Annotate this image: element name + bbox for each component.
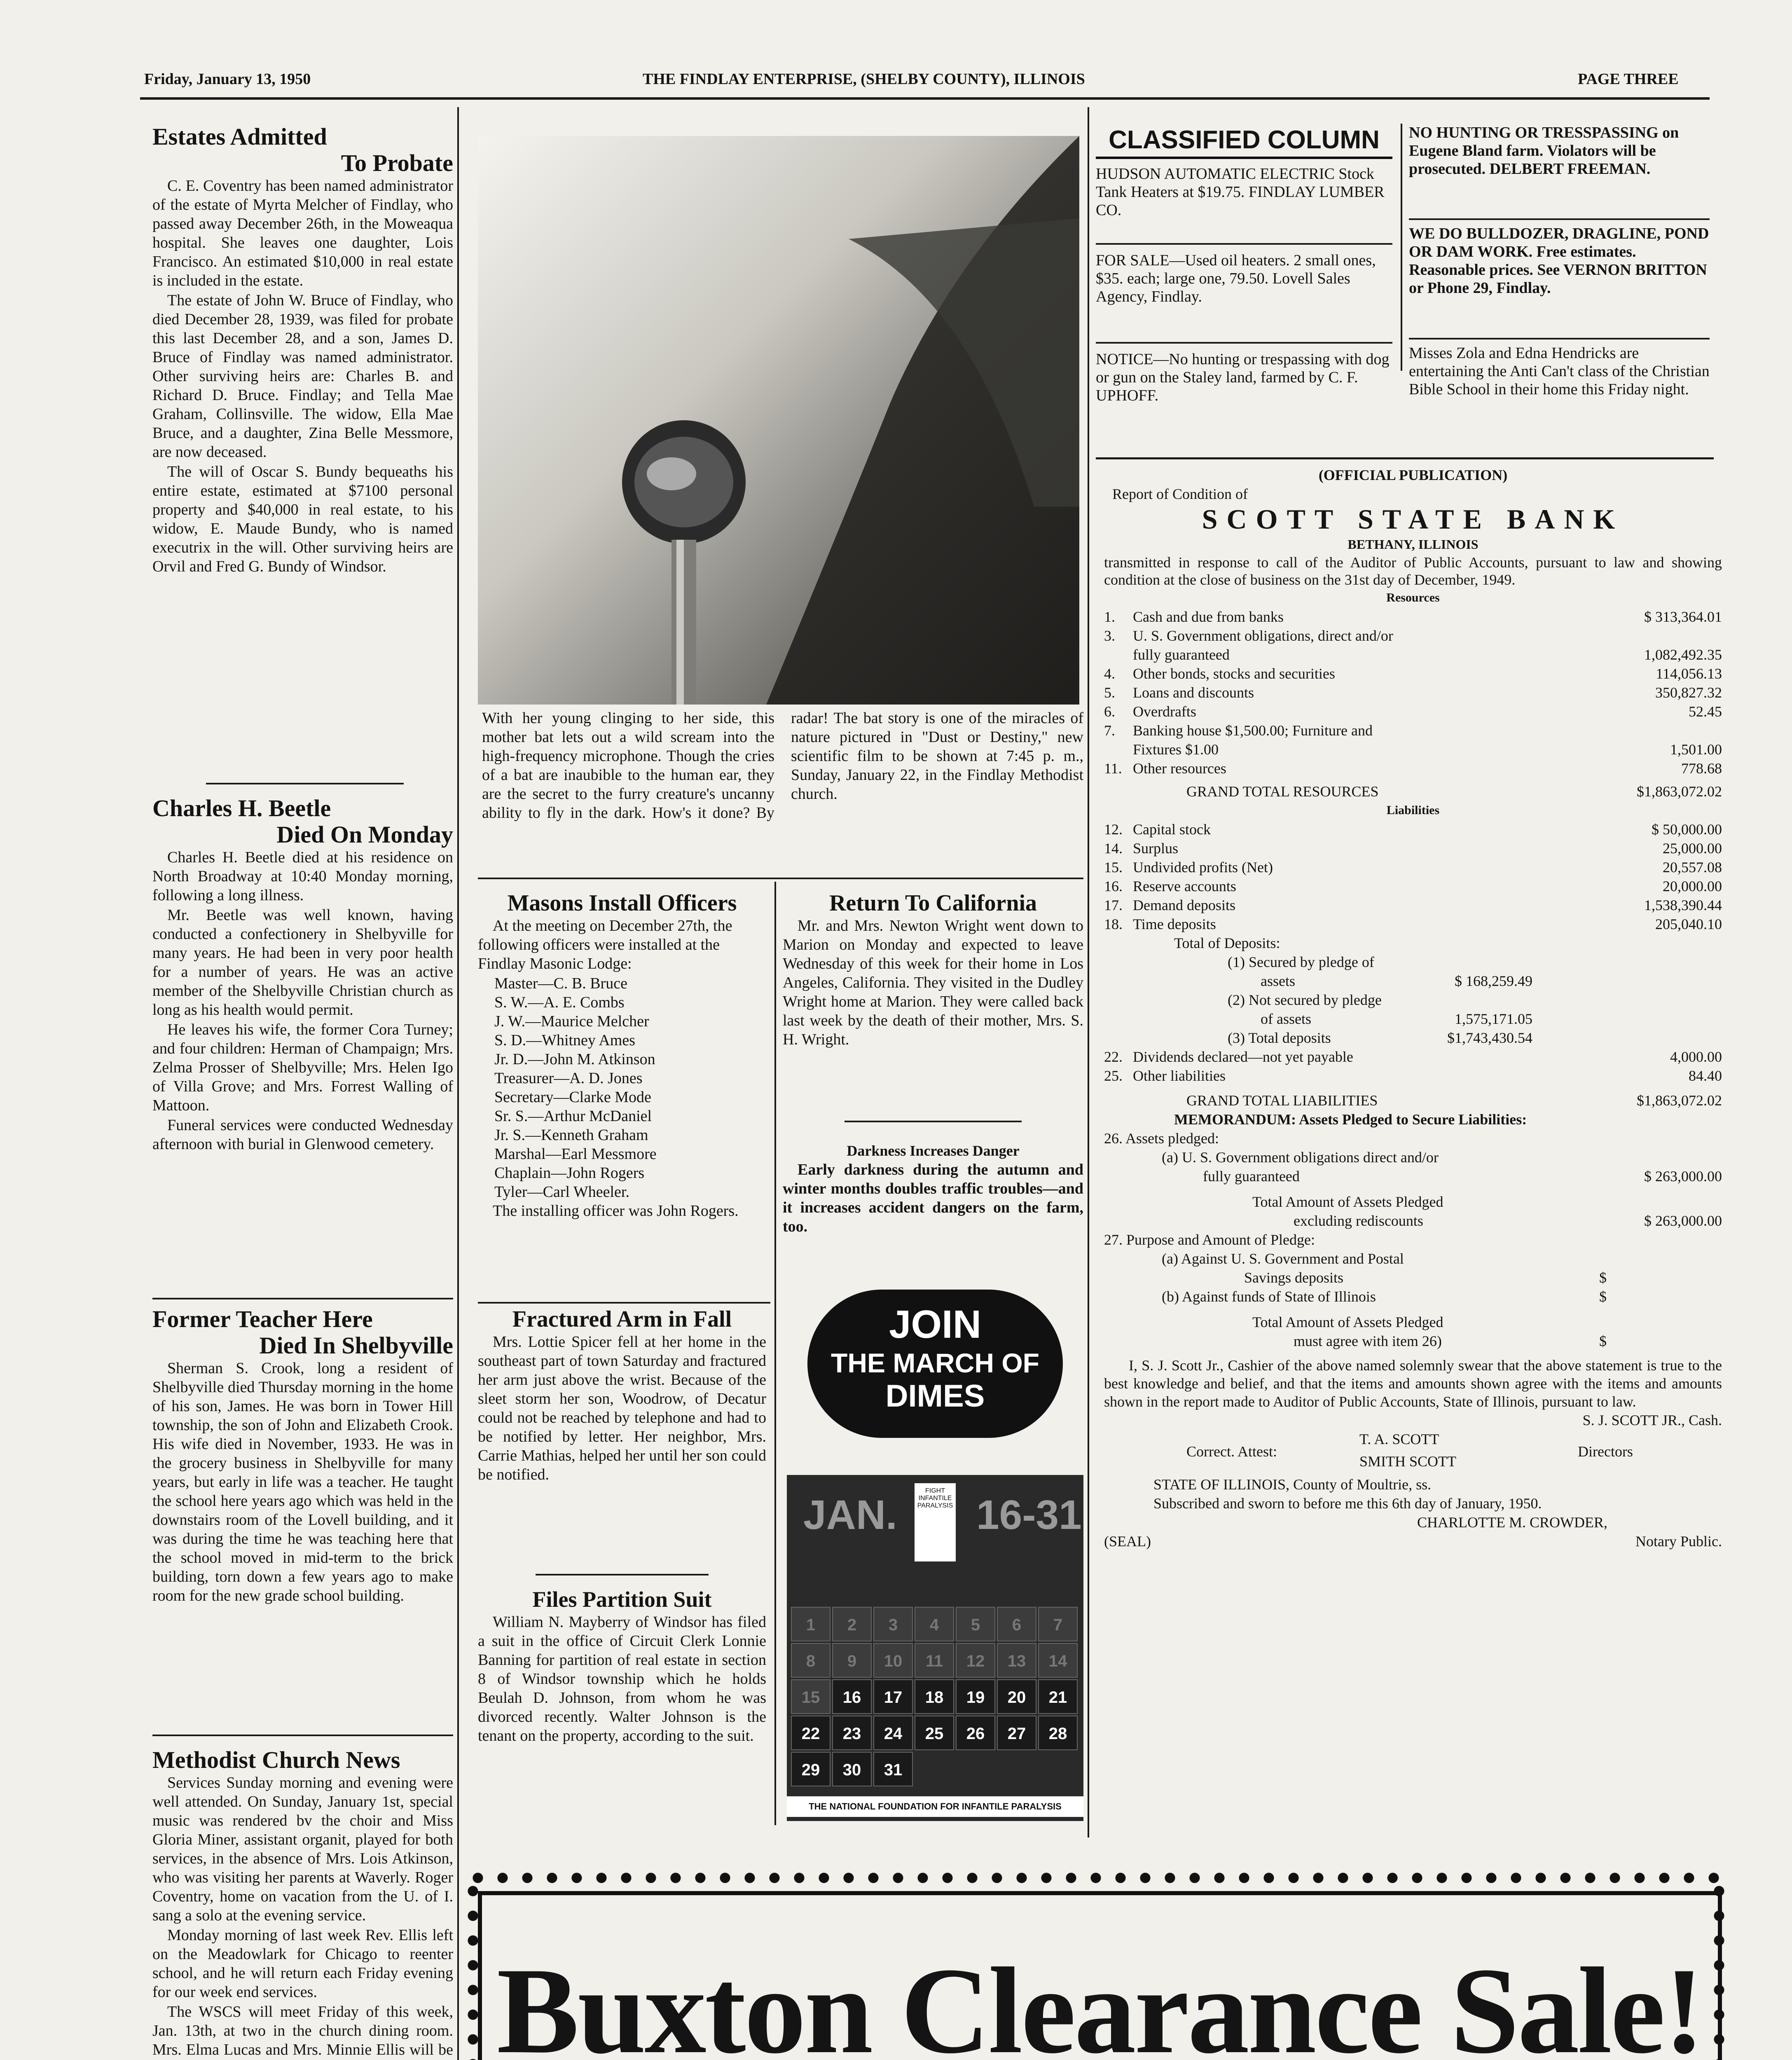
masthead-title: THE FINDLAY ENTERPRISE, (SHELBY COUNTY), ILLINOIS — [643, 70, 1085, 88]
fractured-article — [478, 1306, 766, 1485]
calendar-day: 28 — [1038, 1716, 1078, 1750]
classified-column — [1096, 124, 1392, 404]
liability-row — [1104, 1066, 1722, 1085]
beetle-title: Charles H. Beetle — [152, 795, 331, 822]
row-number: 3. — [1104, 627, 1115, 644]
liability-row — [1104, 1047, 1722, 1066]
row-number: 17. — [1104, 897, 1123, 913]
buxton-advertisement — [478, 1891, 1722, 2060]
column-rule — [1401, 124, 1402, 371]
resource-row — [1104, 683, 1722, 702]
row-label: Banking house $1,500.00; Furniture and — [1133, 722, 1373, 739]
estates-paragraph: C. E. Coventry has been named administrator of the estate of Myrta Melcher of Findlay, who passed away December 26th, in the Moweaqua hospital. She leaves one daughter, Lois Francisco. An estimated $10,000 in real estate is included in the estate. — [152, 177, 453, 289]
memo-row — [1104, 1148, 1722, 1167]
officer-list — [478, 974, 766, 1201]
row-label: Undivided profits (Net) — [1133, 859, 1273, 876]
classified-item: NOTICE—No hunting or trespassing with dog or gun on the Staley land, farmed by C. F. UPHOFF. — [1096, 351, 1390, 404]
classified-title: CLASSIFIED COLUMN — [1096, 124, 1392, 159]
calendar-day: 23 — [832, 1716, 872, 1750]
column-rule — [1088, 107, 1089, 1838]
row-value: 1,538,390.44 — [1644, 897, 1722, 913]
masthead-page: PAGE THREE — [1578, 70, 1679, 88]
state-line: STATE OF ILLINOIS, County of Moultrie, ss. — [1153, 1476, 1432, 1493]
divider — [206, 783, 404, 784]
memo-label: excluding rediscounts — [1294, 1213, 1423, 1229]
bank-official: (OFFICIAL PUBLICATION) — [1318, 467, 1508, 483]
liability-row — [1104, 877, 1722, 896]
calendar-day: 8 — [791, 1643, 830, 1678]
divider — [1096, 243, 1392, 245]
memo-label: (a) U. S. Government obligations direct and/or — [1162, 1149, 1439, 1166]
fractured-text: Mrs. Lottie Spicer fell at her home in the southeast part of town Saturday and fractured her arm just above the wrist. Because of the sleet storm her son, Woodrow, of Decatur could not be reached by telephone and had to be notified by letter. Her neighbor, Mrs. Carrie Mathias, helped her until her son could be notified. — [478, 1333, 766, 1483]
bank-report: Report of Condition of — [1112, 486, 1248, 502]
beetle-paragraph: Funeral services were conducted Wednesday afternoon with burial in Glenwood cemetery. — [152, 1117, 453, 1153]
methodist-paragraph: The WSCS will meet Friday of this week, Jan. 13th, at two in the church dining room. Mrs. Elma Lucas and Mrs. Minnie Ellis will be — [152, 2003, 453, 2058]
row-number: 14. — [1104, 840, 1123, 857]
row-number: 22. — [1104, 1049, 1123, 1065]
calendar-day: 4 — [915, 1607, 954, 1641]
darkness-title: Darkness Increases Danger — [847, 1142, 1020, 1159]
calendar-day: 10 — [873, 1643, 913, 1678]
divider — [152, 1298, 453, 1299]
bat-photo — [478, 136, 1079, 705]
methodist-paragraph: Services Sunday morning and evening were well attended. On Sunday, January 1st, special music was rendered bv the choir and Miss Gloria Miner, assistant organit, played for both services, in the absence of Mrs. Lois Atkinson, who was visiting her parents at Waverly. Roger Coventry, home on vacation from the U. of I. sang a solo at the evening service. — [152, 1774, 453, 1924]
darkness-article — [783, 1141, 1083, 1237]
memo-row — [1104, 1192, 1722, 1211]
dimes-march: THE MARCH OF — [831, 1348, 1039, 1378]
microphone-illustration — [478, 136, 1079, 705]
officer-item: Chaplain—John Rogers — [494, 1164, 645, 1182]
row-value: 205,040.10 — [1655, 916, 1722, 932]
memo-label: Savings deposits — [1244, 1269, 1344, 1286]
resource-row — [1104, 645, 1722, 664]
calendar-day: 6 — [997, 1607, 1036, 1641]
officer-item: Treasurer—A. D. Jones — [494, 1070, 643, 1087]
calendar-day: 9 — [832, 1643, 872, 1678]
deposit-row — [1104, 990, 1722, 1009]
memo-label: Total Amount of Assets Pledged — [1252, 1194, 1443, 1210]
resources-table — [1104, 607, 1722, 778]
row-label: U. S. Government obligations, direct and/or — [1133, 627, 1393, 644]
officer-item: J. W.—Maurice Melcher — [494, 1013, 649, 1030]
calendar-day: 15 — [791, 1679, 830, 1714]
california-text: Mr. and Mrs. Newton Wright went down to Marion on Monday and expected to leave Wednesday of this week for their home in Los Angeles, California. They visited in the Dudley Wright home at Marion. They were called back last week by the death of their mother, Mrs. S. H. Wright. — [783, 917, 1083, 1048]
attest-row — [1104, 1430, 1722, 1475]
notary-row — [1104, 1532, 1722, 1551]
bank-intro: transmitted in response to call of the Auditor of Public Accounts, pursuant to law and showing condition at the close of business on the 31st day of December, 1949. — [1104, 554, 1722, 588]
officer-item: Tyler—Carl Wheeler. — [494, 1183, 629, 1201]
partition-article — [478, 1586, 766, 1746]
row-value: 778.68 — [1681, 760, 1722, 777]
row-label: Demand deposits — [1133, 897, 1235, 913]
memo-label: Total Amount of Assets Pledged — [1252, 1314, 1443, 1330]
calendar-day: 17 — [873, 1679, 913, 1714]
dimes-join: JOIN — [889, 1302, 982, 1346]
liabilities-table — [1104, 820, 1722, 934]
row-number: 12. — [1104, 821, 1123, 838]
row-number: 25. — [1104, 1067, 1123, 1084]
calendar-day: 1 — [791, 1607, 830, 1641]
darkness-text: Early darkness during the autumn and winter months doubles traffic troubles—and it increases accident dangers on the farm, too. — [783, 1161, 1083, 1235]
bank-place: BETHANY, ILLINOIS — [1348, 537, 1479, 552]
divider — [1096, 342, 1392, 344]
calendar-day: 3 — [873, 1607, 913, 1641]
calendar-day: 16 — [832, 1679, 872, 1714]
director-name: T. A. SCOTT — [1359, 1431, 1439, 1447]
calendar-day: 12 — [956, 1643, 995, 1678]
row-value: 52.45 — [1689, 703, 1722, 720]
column-rule — [774, 882, 776, 1825]
calendar-day: 29 — [791, 1752, 830, 1786]
divider — [1096, 457, 1714, 459]
beetle-subtitle: Died On Monday — [276, 821, 453, 848]
deposit-label: (2) Not secured by pledge — [1228, 992, 1382, 1008]
california-title: Return To California — [829, 890, 1037, 916]
partition-title: Files Partition Suit — [532, 1587, 712, 1612]
beetle-paragraph: He leaves his wife, the former Cora Turney; and four children: Herman of Champaign; Mrs. Zelma Prosser of Shelbyville; Mrs. Helen Igo of Villa Grove; and Mrs. Forrest Walling of Mattoon. — [152, 1021, 453, 1114]
beetle-paragraph: Mr. Beetle was well known, having conducted a confectionery in Shelbyville for many years. He had been in very poor health for a number of years. He was an active member of the Shelbyville Christian church as long as his health would permit. — [152, 906, 453, 1018]
total-liabilities-label: GRAND TOTAL LIABILITIES — [1186, 1092, 1378, 1109]
row-number: 18. — [1104, 916, 1123, 932]
divider — [1409, 218, 1710, 220]
classified-item: Misses Zola and Edna Hendricks are entertaining the Anti Can't class of the Christian Bible School in their home this Friday night. — [1409, 344, 1710, 398]
teacher-paragraph: Sherman S. Crook, long a resident of Shelbyville died Thursday morning in the home of his son, James. He was born in Tower Hill township, the son of John and Elizabeth Crook. His wife died in November, 1933. He was in the grocery business in Shelbyville for many years, but early in life was a teacher. He taught the school here years ago which was held in the downstairs room of the Lovell building, and it was during the time he was teaching here that the school moved in mid-term to the brick building, torn down a few years ago to make room for the new grade school building. — [152, 1360, 453, 1604]
memo-label: fully guaranteed — [1203, 1168, 1300, 1184]
memo-label: (a) Against U. S. Government and Postal — [1162, 1250, 1404, 1267]
row-value: 1,082,492.35 — [1644, 646, 1722, 663]
divider — [536, 1574, 709, 1575]
calendar-grid — [791, 1607, 1079, 1788]
row-number: 4. — [1104, 665, 1115, 682]
calendar-day: 5 — [956, 1607, 995, 1641]
officer-item: Jr. S.—Kenneth Graham — [494, 1126, 648, 1144]
total-resources-label: GRAND TOTAL RESOURCES — [1186, 783, 1379, 800]
memo-row — [1104, 1110, 1722, 1129]
officer-item: Secretary—Clarke Mode — [494, 1089, 651, 1106]
memo-heading: MEMORANDUM: Assets Pledged to Secure Liabilities: — [1174, 1111, 1527, 1128]
teacher-subtitle: Died In Shelbyville — [259, 1332, 453, 1359]
director-name: SMITH SCOTT — [1359, 1453, 1457, 1470]
liability-row — [1104, 839, 1722, 858]
deposit-row — [1104, 1009, 1722, 1028]
photo-caption-text: With her young clinging to her side, this mother bat lets out a wild scream into the high-frequency microphone. Though the cries of a bat are inaubible to the human ear, they are the secret to the furry creature's uncanny ability to fly in the dark. How's it done? By radar! The bat story is one of the miracles of nature pictured in "Dust or Destiny," new scientific film to be shown at 7:45 p. m., Sunday, January 22, in the Findlay Methodist church. — [482, 709, 1083, 822]
calendar-day: 11 — [915, 1643, 954, 1678]
classified-right — [1409, 124, 1710, 398]
memo-value: $ 263,000.00 — [1644, 1213, 1722, 1229]
row-label: Other resources — [1133, 760, 1226, 777]
row-number: 1. — [1104, 609, 1115, 625]
memo-row — [1104, 1230, 1722, 1249]
row-label: Loans and discounts — [1133, 684, 1254, 701]
row-number: 16. — [1104, 878, 1123, 894]
row-number: 5. — [1104, 684, 1115, 701]
calendar-day: 31 — [873, 1752, 913, 1786]
deposit-row — [1104, 1028, 1722, 1047]
memo-label: must agree with item 26) — [1294, 1333, 1442, 1349]
beetle-article — [152, 795, 453, 1154]
memo-row — [1104, 1332, 1722, 1351]
bank-name: SCOTT STATE BANK — [1202, 503, 1624, 535]
resource-row — [1104, 702, 1722, 721]
liabilities-heading: Liabilities — [1386, 803, 1440, 817]
calendar-day: 7 — [1038, 1607, 1078, 1641]
row-label: Cash and due from banks — [1133, 609, 1284, 625]
masons-article — [478, 890, 766, 1221]
row-value: $ 50,000.00 — [1652, 821, 1722, 838]
deposits-head: Total of Deposits: — [1174, 935, 1280, 951]
calendar-day: 2 — [832, 1607, 872, 1641]
classified-item: FOR SALE—Used oil heaters. 2 small ones, $35. each; large one, 79.50. Lovell Sales Agency, Findlay. — [1096, 252, 1376, 305]
officer-item: S. D.—Whitney Ames — [494, 1032, 635, 1049]
classified-item: WE DO BULLDOZER, DRAGLINE, POND OR DAM WORK. Free estimates. Reasonable prices. See VERNON BRITTON or Phone 29, Findlay. — [1409, 225, 1709, 297]
row-number: 11. — [1104, 760, 1122, 777]
liability-row — [1104, 858, 1722, 877]
calendar-dates: 16-31 — [976, 1492, 1082, 1538]
row-label: Other bonds, stocks and securities — [1133, 665, 1335, 682]
sworn-line: Subscribed and sworn to before me this 6th day of January, 1950. — [1153, 1495, 1542, 1512]
row-label: Dividends declared—not yet payable — [1133, 1049, 1353, 1065]
fractured-title: Fractured Arm in Fall — [512, 1306, 732, 1332]
column-rule — [457, 107, 459, 2060]
notary-row — [1104, 1513, 1722, 1532]
total-resources-value: $1,863,072.02 — [1637, 783, 1722, 800]
memo-value: $ — [1599, 1288, 1607, 1305]
row-label: Reserve accounts — [1133, 878, 1236, 894]
deposit-label: (1) Secured by pledge of — [1228, 954, 1374, 970]
deposit-value: $ 168,259.49 — [1455, 973, 1532, 989]
memo-value: $ 263,000.00 — [1644, 1168, 1722, 1184]
resources-heading: Resources — [1386, 591, 1440, 604]
calendar-day: 21 — [1038, 1679, 1078, 1714]
deposit-label: of assets — [1261, 1011, 1311, 1027]
resource-row — [1104, 721, 1722, 740]
bank-statement — [1104, 466, 1722, 1551]
deposits-head-row — [1104, 934, 1722, 953]
liability-row — [1104, 915, 1722, 934]
teacher-title: Former Teacher Here — [152, 1306, 373, 1332]
row-label: fully guaranteed — [1133, 646, 1230, 663]
total-liabilities-value: $1,863,072.02 — [1637, 1092, 1722, 1109]
memo-row — [1104, 1129, 1722, 1148]
resource-row — [1104, 626, 1722, 645]
ad-border-dots — [466, 1870, 1726, 1885]
memo-row — [1104, 1268, 1722, 1287]
row-label: Surplus — [1133, 840, 1179, 857]
memo-label: (b) Against funds of State of Illinois — [1162, 1288, 1376, 1305]
partition-text: William N. Mayberry of Windsor has filed a suit in the office of Circuit Clerk Lonnie Banning for partition of real estate in section 8 of Windsor township which he holds Beulah D. Johnson, from whom he was divorced recently. Walter Johnson is the tenant on the property, according to the suit. — [478, 1613, 766, 1744]
methodist-article — [152, 1747, 453, 2060]
memo-label: 26. Assets pledged: — [1104, 1130, 1219, 1147]
teacher-article — [152, 1306, 453, 1606]
seal-label: (SEAL) — [1104, 1533, 1151, 1550]
officer-item: Jr. D.—John M. Atkinson — [494, 1051, 655, 1068]
calendar-day: 30 — [832, 1752, 872, 1786]
march-of-dimes-oval — [807, 1290, 1063, 1438]
dimes-footer: THE NATIONAL FOUNDATION FOR INFANTILE PARALYSIS — [787, 1796, 1083, 1817]
estates-paragraph: The will of Oscar S. Bundy bequeaths his entire estate, estimated at $7100 personal property and $40,000 in real estate, to his widow, E. Maude Bundy, who is named executrix in the will. Other surviving heirs are Orvil and Fred G. Bundy of Windsor. — [152, 463, 453, 575]
liability-row — [1104, 896, 1722, 915]
officer-item: Marshal—Earl Messmore — [494, 1145, 657, 1163]
row-value: 20,557.08 — [1663, 859, 1722, 876]
calendar-day: 14 — [1038, 1643, 1078, 1678]
memo-label: 27. Purpose and Amount of Pledge: — [1104, 1231, 1315, 1248]
total-liabilities-row — [1104, 1091, 1722, 1110]
deposit-value: 1,575,171.05 — [1455, 1011, 1532, 1027]
resource-row — [1104, 664, 1722, 683]
attest-label: Correct. Attest: — [1186, 1443, 1277, 1460]
row-number: 7. — [1104, 722, 1115, 739]
memo-row — [1104, 1211, 1722, 1230]
row-value: 4,000.00 — [1670, 1049, 1722, 1065]
dimes-dimes: DIMES — [885, 1379, 985, 1414]
divider — [478, 1302, 770, 1304]
divider — [152, 1735, 453, 1736]
row-number: 15. — [1104, 859, 1123, 876]
row-value: 20,000.00 — [1663, 878, 1722, 894]
calendar-day: 26 — [956, 1716, 995, 1750]
officer-item: Master—C. B. Bruce — [494, 975, 627, 992]
calendar-day: 22 — [791, 1716, 830, 1750]
row-value: 84.40 — [1689, 1067, 1722, 1084]
masons-intro: At the meeting on December 27th, the following officers were installed at the Findlay Masonic Lodge: — [478, 917, 732, 972]
infantile-paralysis-badge: FIGHT INFANTILE PARALYSIS — [915, 1483, 956, 1561]
masons-outro: The installing officer was John Rogers. — [493, 1202, 739, 1220]
memo-row — [1104, 1287, 1722, 1306]
estates-article — [152, 124, 453, 577]
officer-item: Sr. S.—Arthur McDaniel — [494, 1107, 652, 1125]
directors-label: Directors — [1578, 1443, 1633, 1460]
memo-value: $ — [1599, 1269, 1607, 1286]
notary-title: Notary Public. — [1635, 1533, 1722, 1550]
notary-name: CHARLOTTE M. CROWDER, — [1417, 1514, 1607, 1531]
liability-row — [1104, 820, 1722, 839]
beetle-paragraph: Charles H. Beetle died at his residence on North Broadway at 10:40 Monday morning, following a long illness. — [152, 849, 453, 904]
methodist-title: Methodist Church News — [152, 1746, 400, 1773]
masthead-rule — [140, 97, 1710, 100]
row-value: 1,501.00 — [1670, 741, 1722, 758]
calendar-month: JAN. — [803, 1492, 897, 1538]
estates-title: Estates Admitted — [152, 123, 327, 150]
row-value: 114,056.13 — [1656, 665, 1722, 682]
row-value: 25,000.00 — [1663, 840, 1722, 857]
row-label: Other liabilities — [1133, 1067, 1226, 1084]
deposit-label: (3) Total deposits — [1228, 1030, 1331, 1046]
deposit-value: $1,743,430.54 — [1447, 1030, 1532, 1046]
estates-paragraph: The estate of John W. Bruce of Findlay, who died December 28, 1939, was filed for probate this last December 28, and a son, James D. Bruce of Findlay was named administrator. Other surviving heirs are: Charles B. and Richard D. Bruce. Findlay; and Tella Mae Graham, Collinsville. The widow, Ella Mae Bruce, and a daughter, Zina Belle Messmore, are now deceased. — [152, 292, 453, 461]
photo-caption — [482, 709, 1083, 822]
deposit-row — [1104, 971, 1722, 990]
ad-headline: Buxton Clearance Sale! — [496, 1942, 1703, 2060]
row-value: 350,827.32 — [1655, 684, 1722, 701]
memo-row — [1104, 1313, 1722, 1332]
deposit-row — [1104, 953, 1722, 971]
calendar-day: 27 — [997, 1716, 1036, 1750]
dimes-calendar — [787, 1475, 1083, 1821]
masons-title: Masons Install Officers — [507, 890, 737, 916]
row-label: Overdrafts — [1133, 703, 1196, 720]
bank-oath: I, S. J. Scott Jr., Cashier of the above named solemnly swear that the above statement is true to the best knowledge and belief, and that the items and amounts shown agree with the items and amounts shown in the report made to Auditor of Public Accounts, State of Illinois, pursuant to law. — [1104, 1357, 1722, 1410]
memo-row — [1104, 1249, 1722, 1268]
resource-row — [1104, 740, 1722, 759]
officer-item: S. W.—A. E. Combs — [494, 994, 625, 1011]
row-label: Capital stock — [1133, 821, 1211, 838]
masthead-date: Friday, January 13, 1950 — [144, 70, 311, 88]
divider — [478, 878, 1083, 879]
row-label: Time deposits — [1133, 916, 1216, 932]
divider — [1409, 338, 1710, 339]
calendar-day: 24 — [873, 1716, 913, 1750]
deposit-label: assets — [1261, 973, 1295, 989]
calendar-day: 25 — [915, 1716, 954, 1750]
bank-signer: S. J. SCOTT JR., Cash. — [1582, 1412, 1722, 1428]
row-value: $ 313,364.01 — [1644, 609, 1722, 625]
estates-subtitle: To Probate — [341, 150, 453, 176]
calendar-day: 13 — [997, 1643, 1036, 1678]
total-resources-row — [1104, 782, 1722, 801]
calendar-day: 19 — [956, 1679, 995, 1714]
divider — [845, 1121, 1022, 1122]
classified-item: HUDSON AUTOMATIC ELECTRIC Stock Tank Heaters at $19.75. FINDLAY LUMBER CO. — [1096, 165, 1385, 219]
memo-row — [1104, 1167, 1722, 1186]
memo-value: $ — [1599, 1333, 1607, 1349]
california-article — [783, 890, 1083, 1050]
row-label: Fixtures $1.00 — [1133, 741, 1219, 758]
classified-item: NO HUNTING OR TRESSPASSING on Eugene Bland farm. Violators will be prosecuted. DELBERT FREEMAN. — [1409, 124, 1679, 178]
resource-row — [1104, 759, 1722, 778]
calendar-day: 18 — [915, 1679, 954, 1714]
calendar-day: 20 — [997, 1679, 1036, 1714]
row-number: 6. — [1104, 703, 1115, 720]
resource-row — [1104, 607, 1722, 626]
methodist-paragraph: Monday morning of last week Rev. Ellis left on the Meadowlark for Chicago to reenter school, and he will return each Friday evening for our week end services. — [152, 1927, 453, 2001]
